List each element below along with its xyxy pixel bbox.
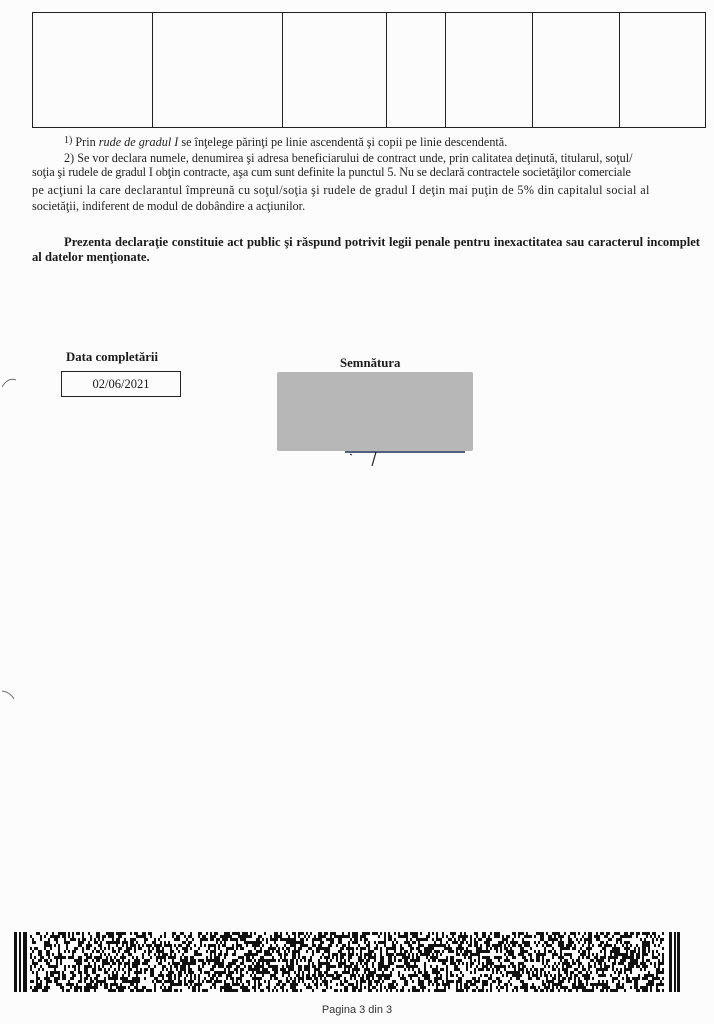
footnote-1-pre: Prin — [75, 135, 99, 149]
footnote-2-line-4: societăţii, indiferent de modul de dobândire a acţiunilor. — [32, 199, 306, 213]
legal-statement: Prezenta declaraţie constituie act public şi răspund potrivit legii penale pentru inexactitatea sau caracterul incomplet al datelor menţionate. — [32, 235, 700, 264]
footnote-1-marker: 1) — [64, 135, 73, 146]
page-number: Pagina 3 din 3 — [321, 1004, 393, 1016]
completion-date-label: Data completării — [66, 350, 159, 364]
footnote-2-line-1: 2) Se vor declara numele, denumirea şi adresa beneficiarului de contract unde, prin calitatea deţinută, titularul, soţul/ — [64, 151, 633, 165]
punch-hole-mark — [0, 688, 18, 700]
footnote-1-post: se înţelege părinţi pe linie ascendentă şi copii pe linie descendentă. — [178, 135, 508, 149]
footnote-2-line-2: soţia şi rudele de gradul I obţin contracte, aşa cum sunt definite la punctul 5. Nu se declară contractele societăţilor comerciale — [32, 165, 631, 179]
signature-label: Semnătura — [340, 356, 401, 370]
completion-date-field: 02/06/2021 — [61, 371, 181, 397]
footnote-1-term: rude de gradul I — [98, 135, 179, 149]
punch-hole-mark — [0, 376, 18, 388]
document-barcode — [14, 932, 680, 992]
footnote-2-line-3: pe acţiuni la care declarantul împreună cu soţul/soţia şi rudele de gradul I deţin mai puţin de 5% din capitalul social al — [32, 183, 650, 197]
